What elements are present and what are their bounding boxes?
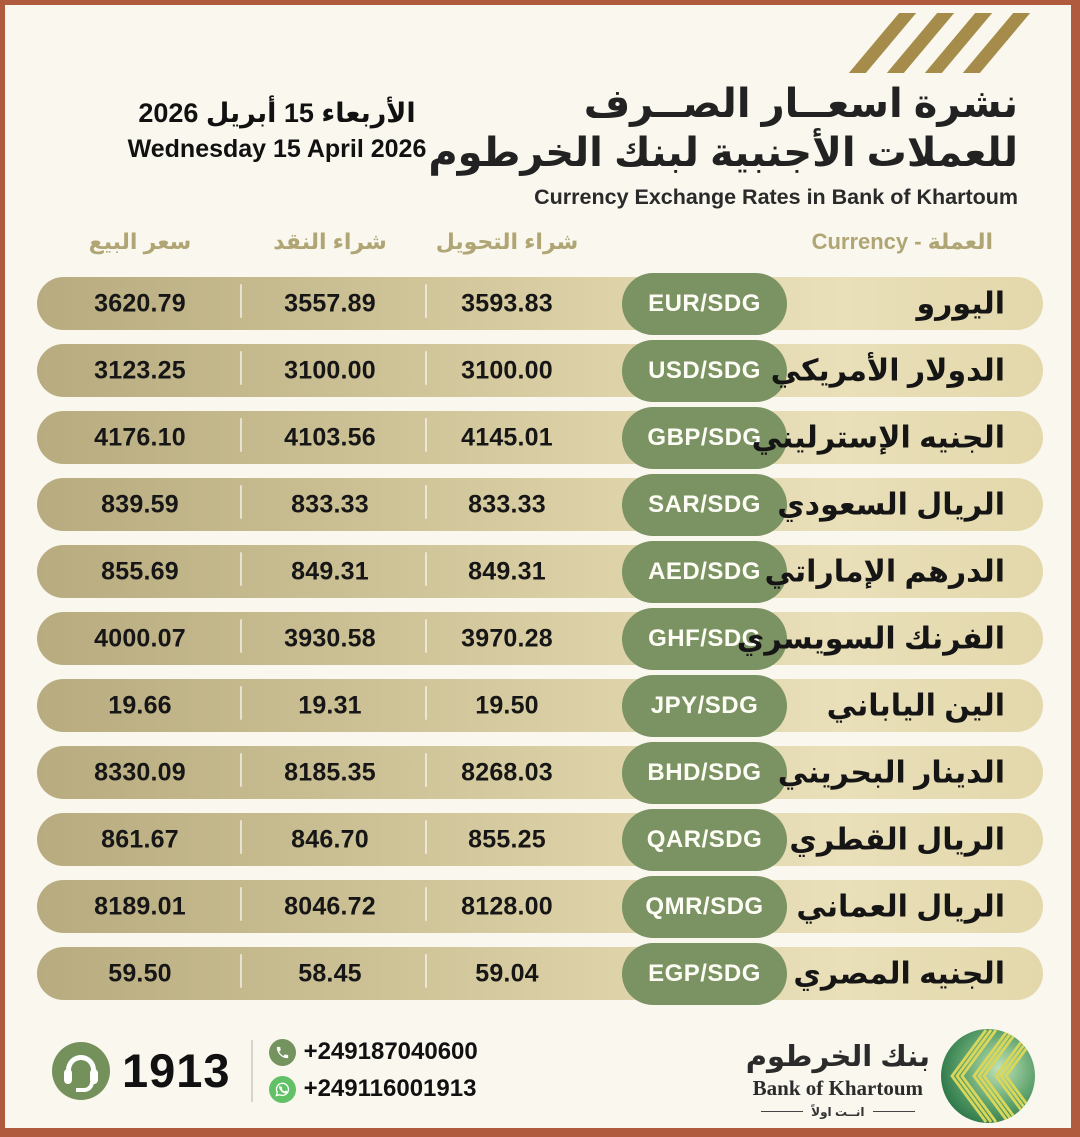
cash-buy-value: 3930.58 (284, 624, 376, 652)
phone-icon (269, 1039, 296, 1066)
transfer-buy-value: 833.33 (468, 490, 546, 518)
sell-price-value: 3620.79 (94, 289, 186, 317)
currency-pair-badge: JPY/SDG (622, 675, 787, 737)
bank-logo-text (746, 1039, 930, 1119)
currency-name: الفرنك السويسري (736, 622, 1005, 655)
rate-row (37, 746, 1043, 799)
column-header-cash-buy: شراء النقد (273, 229, 387, 254)
currency-pair-badge: EUR/SDG (622, 273, 787, 335)
gold-stripes-icon (853, 13, 1005, 73)
frame-border-bottom (0, 1128, 1080, 1137)
rates-rows (37, 277, 1043, 1000)
currency-name: الجنيه المصري (793, 957, 1005, 990)
currency-name: الجنيه الإسترليني (751, 421, 1005, 454)
cash-buy-value: 3557.89 (284, 289, 376, 317)
frame-border-top (0, 0, 1080, 5)
currency-pair-badge: GBP/SDG (622, 407, 787, 469)
bank-tagline-text: انــت اولاً (811, 1104, 865, 1119)
currency-name: الريال العماني (796, 890, 1005, 923)
currency-pair-badge: BHD/SDG (622, 742, 787, 804)
cash-buy-value: 8046.72 (284, 892, 376, 920)
table-column-headers (37, 229, 1043, 259)
rate-row (37, 344, 1043, 397)
currency-name: اليورو (916, 287, 1005, 320)
phone-number: +249187040600 (303, 1038, 478, 1065)
currency-name: الريال القطري (789, 823, 1005, 856)
whatsapp-row (269, 1075, 478, 1103)
whatsapp-number: +249116001913 (303, 1075, 477, 1102)
currency-pair-badge: QMR/SDG (622, 876, 787, 938)
cash-buy-value: 849.31 (291, 557, 369, 585)
currency-name: الدولار الأمريكي (770, 354, 1005, 387)
sell-price-value: 4176.10 (94, 423, 186, 451)
phone-row (269, 1038, 478, 1066)
sell-price-value: 8330.09 (94, 758, 186, 786)
sell-price-value: 839.59 (101, 490, 179, 518)
title-arabic-line2: للعملات الأجنبية لبنك الخرطوم (428, 131, 1018, 175)
rate-row (37, 545, 1043, 598)
rate-row (37, 411, 1043, 464)
rate-row (37, 277, 1043, 330)
date-arabic: الأربعاء 15 أبريل 2026 (138, 98, 416, 128)
rate-row (37, 947, 1043, 1000)
bank-name-english: Bank of Khartoum (752, 1075, 924, 1100)
currency-pair-badge: QAR/SDG (622, 809, 787, 871)
frame-border-left (0, 0, 5, 1137)
currency-name: الدرهم الإماراتي (764, 555, 1005, 588)
transfer-buy-value: 855.25 (468, 825, 546, 853)
currency-pair-badge: GHF/SDG (622, 608, 787, 670)
transfer-buy-value: 19.50 (475, 691, 539, 719)
currency-pair-badge: SAR/SDG (622, 474, 787, 536)
sell-price-value: 861.67 (101, 825, 179, 853)
title-arabic-line1: نشرة اسعــار الصــرف (583, 82, 1018, 126)
column-header-sell-price: سعر البيع (88, 229, 192, 254)
cash-buy-value: 833.33 (291, 490, 369, 518)
sell-price-value: 855.69 (101, 557, 179, 585)
cash-buy-value: 3100.00 (284, 356, 376, 384)
rate-row (37, 813, 1043, 866)
currency-pair-badge: EGP/SDG (622, 943, 787, 1005)
rate-row (37, 679, 1043, 732)
column-header-transfer-buy: شراء التحويل (435, 229, 579, 254)
rate-row (37, 478, 1043, 531)
currency-name: الريال السعودي (777, 488, 1005, 521)
sell-price-value: 59.50 (108, 959, 172, 987)
currency-pair-badge: AED/SDG (622, 541, 787, 603)
transfer-buy-value: 849.31 (468, 557, 546, 585)
currency-name: الدينار البحريني (777, 756, 1005, 789)
transfer-buy-value: 3100.00 (461, 356, 553, 384)
sell-price-value: 4000.07 (94, 624, 186, 652)
hotline-group (52, 1038, 478, 1103)
hotline-number: 1913 (122, 1044, 231, 1097)
currency-name: الين الياباني (826, 689, 1005, 722)
cash-buy-value: 19.31 (298, 691, 362, 719)
bank-globe-logo (940, 1028, 1036, 1129)
footer (52, 1028, 1036, 1128)
whatsapp-icon (269, 1076, 296, 1103)
rate-row (37, 880, 1043, 933)
bank-tagline (746, 1105, 930, 1119)
transfer-buy-value: 59.04 (475, 959, 539, 987)
bank-logo (746, 1028, 1036, 1129)
cash-buy-value: 58.45 (298, 959, 362, 987)
phone-list (269, 1038, 478, 1103)
bulletin-date (112, 98, 442, 164)
cash-buy-value: 8185.35 (284, 758, 376, 786)
bank-name-arabic: بنك الخرطوم (745, 1040, 930, 1073)
transfer-buy-value: 8128.00 (461, 892, 553, 920)
footer-divider (251, 1040, 253, 1102)
transfer-buy-value: 4145.01 (461, 423, 553, 451)
column-header-currency: العملة - Currency (811, 229, 993, 254)
title-english: Currency Exchange Rates in Bank of Khartoum (534, 185, 1018, 209)
date-english: Wednesday 15 April 2026 (127, 135, 427, 163)
cash-buy-value: 846.70 (291, 825, 369, 853)
sell-price-value: 19.66 (108, 691, 172, 719)
sell-price-value: 3123.25 (94, 356, 186, 384)
rate-row (37, 612, 1043, 665)
transfer-buy-value: 3970.28 (461, 624, 553, 652)
transfer-buy-value: 8268.03 (461, 758, 553, 786)
transfer-buy-value: 3593.83 (461, 289, 553, 317)
headset-icon (52, 1042, 110, 1100)
cash-buy-value: 4103.56 (284, 423, 376, 451)
bulletin-title (428, 80, 1018, 210)
sell-price-value: 8189.01 (94, 892, 186, 920)
currency-pair-badge: USD/SDG (622, 340, 787, 402)
frame-border-right (1071, 0, 1080, 1137)
